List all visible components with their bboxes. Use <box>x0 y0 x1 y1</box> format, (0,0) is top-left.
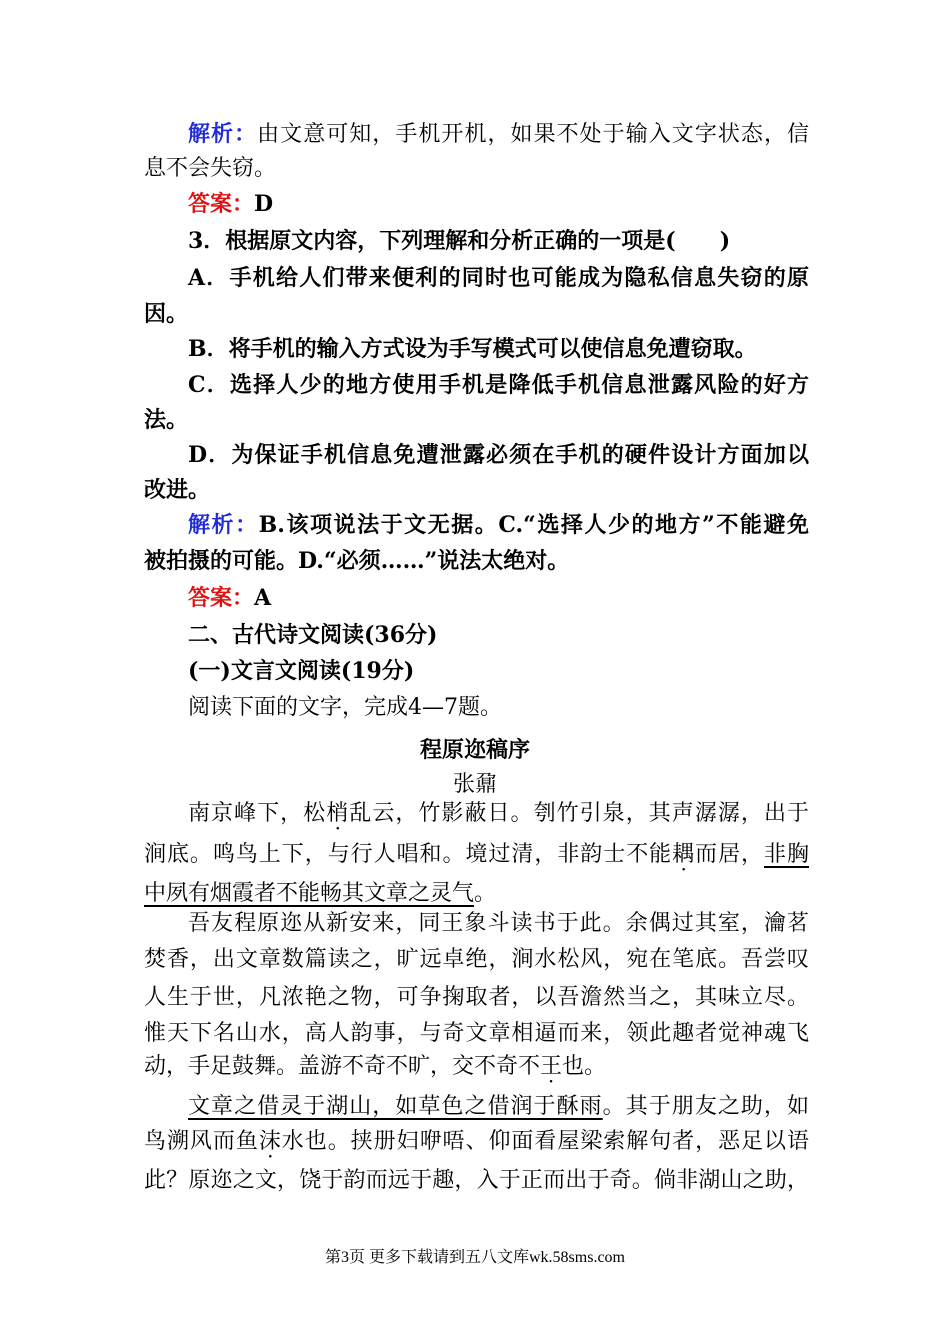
q3-option-a-line-2: 因。 <box>144 301 189 327</box>
passage-p3-line-3: 此？原迩之文，饶于韵而远于趣，入于正而出于奇。倘非湖山之助， <box>144 1168 809 1193</box>
passage-author: 张鼐 <box>452 772 497 797</box>
passage-p1-line-1 <box>188 795 809 832</box>
q3-answer-value: A <box>254 585 272 611</box>
q2-analysis-line-1 <box>188 116 809 153</box>
underlined-text: 中夙有烟霞者不能畅其文章之灵气 <box>144 881 475 906</box>
q3-answer <box>188 580 809 617</box>
passage-title: 程原迩稿序 <box>419 737 530 763</box>
q2-analysis-line-2: 息不会失窃。 <box>144 156 277 181</box>
text-span: 动，手足鼓舞。盖游不奇不旷，交不奇不 <box>144 1054 541 1079</box>
passage-p2-line-4: 惟天下名山水，高人韵事，与奇文章相逼而来，领此趣者觉神魂飞 <box>144 1021 809 1046</box>
q3-option-b: B．将手机的输入方式设为手写模式可以使信息免遭窃取。 <box>188 336 757 362</box>
text-span: 南京峰下，松 <box>188 801 327 826</box>
q2-answer <box>188 186 809 223</box>
passage-p3-line-1 <box>188 1088 809 1125</box>
text-span: 乱云，竹影蔽日。刳竹引泉，其声潺潺，出于 <box>349 801 809 826</box>
q3-answer-label: 答案： <box>188 585 255 611</box>
underlined-text: 非胸 <box>764 842 809 867</box>
passage-p2-line-2: 焚香，出文章数篇读之，旷远卓绝，涧水松风，宛在笔底。吾尝叹 <box>144 947 809 972</box>
dotted-word: 耦 <box>672 842 696 867</box>
dotted-word: 梢 <box>326 801 350 826</box>
passage-p3-line-2 <box>144 1123 809 1160</box>
text-span: 。 <box>474 881 497 906</box>
q3-option-d-line-2: 改进。 <box>144 477 211 503</box>
text-span: 。其于朋友之助，如 <box>602 1094 809 1119</box>
q2-analysis-text: 由文意可知，手机开机，如果不处于输入文字状态，信 <box>257 122 809 147</box>
passage-p2-line-3: 人生于世，凡浓艳之物，可争掬取者，以吾澹然当之，其味立尽。 <box>144 985 809 1010</box>
q2-answer-value: D <box>254 191 274 217</box>
q2-analysis-label: 解析： <box>188 121 258 147</box>
q3-option-a-line-1: A．手机给人们带来便利的同时也可能成为隐私信息失窃的原 <box>188 265 809 291</box>
q3-stem: 3．根据原文内容，下列理解和分析正确的一项是( ) <box>188 228 731 254</box>
q3-analysis-line-1 <box>188 507 809 544</box>
dotted-word: 沫 <box>258 1129 282 1154</box>
passage-p2-line-5 <box>144 1048 809 1085</box>
section-subheading: (一)文言文阅读(19分) <box>188 658 415 684</box>
text-span: 而居， <box>695 842 764 867</box>
text-span: 也。 <box>562 1054 607 1079</box>
q3-analysis-line-2: 被拍摄的可能。D.“必须……”说法太绝对。 <box>144 548 570 574</box>
q3-option-c-line-2: 法。 <box>144 407 189 433</box>
q3-analysis-text: B.该项说法于文无据。C.“选择人少的地方”不能避免 <box>258 512 809 538</box>
dotted-word: 王 <box>540 1054 563 1079</box>
q3-option-c-line-1: C．选择人少的地方使用手机是降低手机信息泄露风险的好方 <box>188 372 809 398</box>
text-span: 涧底。鸣鸟上下，与行人唱和。境过清，非韵士不能 <box>144 842 673 867</box>
page-footer: 第3页 更多下载请到五八文库wk.58sms.com <box>324 1249 625 1266</box>
q2-answer-label: 答案： <box>188 191 255 217</box>
passage-p1-line-2 <box>144 836 809 873</box>
q3-option-d-line-1: D．为保证手机信息免遭泄露必须在手机的硬件设计方面加以 <box>188 442 809 468</box>
passage-p2-line-1: 吾友程原迩从新安来，同王象斗读书于此。余偶过其室，瀹茗 <box>188 911 809 936</box>
q3-analysis-label: 解析： <box>188 512 259 538</box>
section-heading: 二、古代诗文阅读(36分) <box>188 622 438 648</box>
section-instruction: 阅读下面的文字，完成4—7题。 <box>188 695 502 720</box>
underlined-text: 文章之借灵于湖山，如草色之借润于酥雨 <box>188 1094 603 1119</box>
text-span: 鸟溯风而鱼 <box>144 1129 259 1154</box>
text-span: 水也。挟册妇咿唔、仰面看屋梁索解句者，恶足以语 <box>281 1129 809 1154</box>
